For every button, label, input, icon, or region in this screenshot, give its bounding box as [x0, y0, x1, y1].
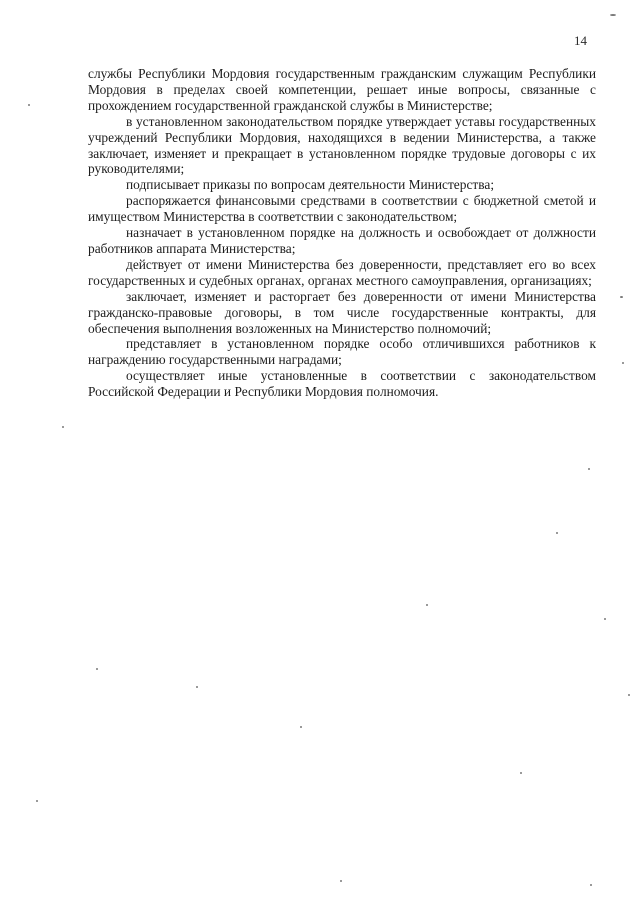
page-number: 14	[574, 33, 587, 48]
paragraph: заключает, изменяет и расторгает без доверенности от имени Министерства гражданско-правовые договоры, в том числе государственные контракты, для обеспечения выполнения возложенных на Министерство полномочий;	[88, 288, 596, 336]
paragraph: действует от имени Министерства без доверенности, представляет его во всех государственных и судебных органах, органах местного самоуправления, организациях;	[88, 256, 596, 288]
paragraph: службы Республики Мордовия государственным гражданским служащим Республики Мордовия в пределах своей компетенции, решает иные вопросы, связанные с прохождением государственной гражданской службы в Министерстве;	[88, 66, 596, 113]
scan-speck	[604, 618, 606, 620]
paragraph: осуществляет иные установленные в соответствии с законодательством Российской Федерации и Республики Мордовия полномочия.	[88, 368, 596, 400]
scan-speck	[300, 726, 302, 728]
paragraph: подписывает приказы по вопросам деятельности Министерства;	[126, 177, 495, 193]
scan-speck	[556, 532, 558, 534]
scan-speck	[36, 800, 38, 802]
scan-speck	[340, 880, 342, 882]
paragraph: в установленном законодательством порядке утверждает уставы государственных учреждений Республики Мордовия, находящихся в ведении Министерства, а также заключает, изменяет и прекращает в установленном порядке трудовые договоры с их руководителями;	[88, 113, 596, 177]
paragraph: распоряжается финансовыми средствами в соответствии с бюджетной сметой и имуществом Министерства в соответствии с законодательством;	[88, 193, 596, 225]
scan-speck	[620, 296, 623, 298]
scan-speck	[628, 694, 630, 696]
scan-speck	[62, 426, 64, 428]
scan-speck	[520, 772, 522, 774]
scan-speck	[590, 884, 592, 886]
scan-speck	[96, 668, 98, 670]
paragraph: представляет в установленном порядке особо отличившихся работников к награждению государственными наградами;	[88, 336, 596, 368]
scan-speck	[28, 104, 30, 106]
scan-speck	[196, 686, 198, 688]
scan-speck	[610, 14, 616, 16]
document-body	[88, 66, 596, 400]
scan-speck	[426, 604, 428, 606]
scan-speck	[622, 362, 624, 364]
scan-speck	[588, 468, 590, 470]
paragraph: назначает в установленном порядке на должность и освобождает от должности работников аппарата Министерства;	[88, 225, 596, 256]
